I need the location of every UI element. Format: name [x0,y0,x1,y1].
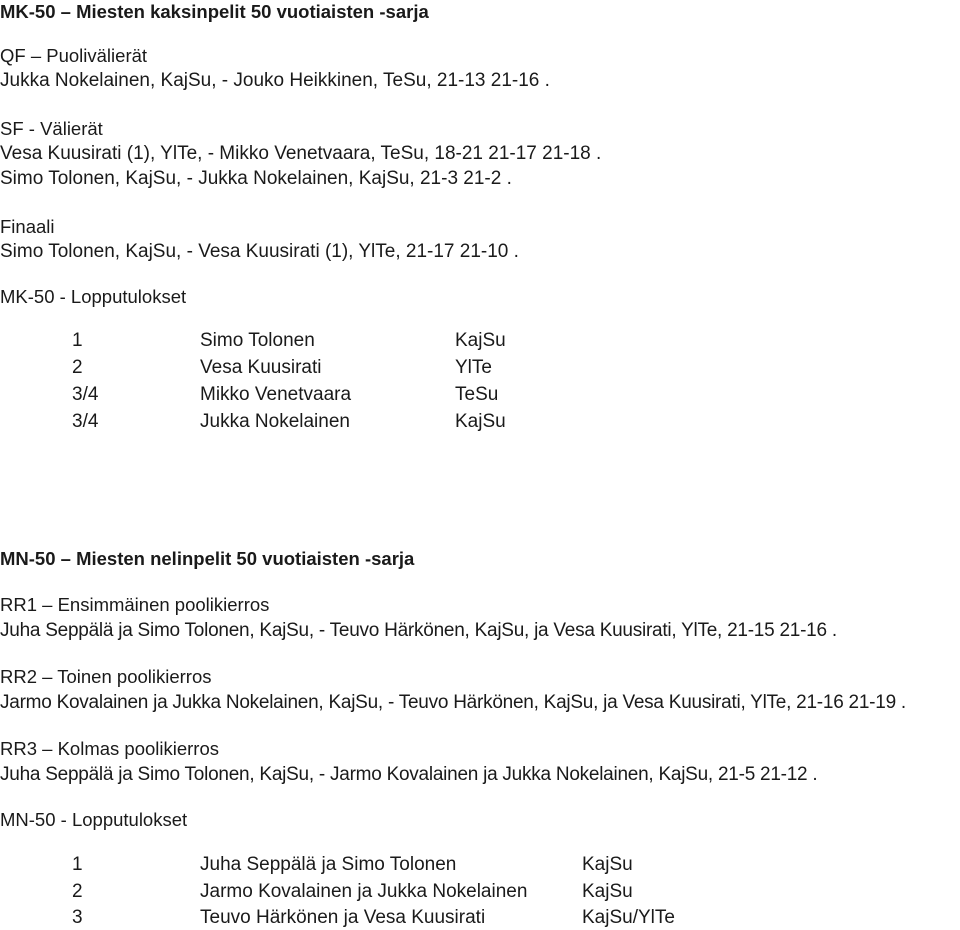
place: 1 [72,854,83,875]
club: KajSu [582,854,633,875]
club: KajSu [582,881,633,902]
mk50-sf-match-1: Vesa Kuusirati (1), YlTe, - Mikko Venetvaara, TeSu, 18-21 21-17 21-18 . [0,143,602,164]
mn50-rr2-label: RR2 – Toinen poolikierros [0,666,212,687]
mn50-title: MN-50 – Miesten nelinpelit 50 vuotiaisten -sarja [0,548,415,569]
place: 3 [72,907,83,928]
place: 2 [72,881,83,902]
mk50-sf-match-2: Simo Tolonen, KajSu, - Jukka Nokelainen, KajSu, 21-3 21-2 . [0,168,512,189]
mn50-rr3-match: Juha Seppälä ja Simo Tolonen, KajSu, - Jarmo Kovalainen ja Jukka Nokelainen, KajSu, 21-5 21-12 . [0,764,818,785]
team-names: Jarmo Kovalainen ja Jukka Nokelainen [200,881,528,902]
player-name: Simo Tolonen [200,330,315,351]
mn50-rr1-label: RR1 – Ensimmäinen poolikierros [0,594,270,615]
place: 1 [72,330,83,351]
player-name: Jukka Nokelainen [200,411,350,432]
club: KajSu [455,330,506,351]
mn50-rr2-match: Jarmo Kovalainen ja Jukka Nokelainen, KajSu, - Teuvo Härkönen, KajSu, ja Vesa Kuusirati, YlTe, 21-16 21-19 . [0,692,906,713]
place: 2 [72,357,83,378]
mk50-final-match: Simo Tolonen, KajSu, - Vesa Kuusirati (1), YlTe, 21-17 21-10 . [0,241,519,262]
team-names: Juha Seppälä ja Simo Tolonen [200,854,457,875]
club: TeSu [455,384,499,405]
mn50-results-label: MN-50 - Lopputulokset [0,809,188,830]
mk50-qf-match-1: Jukka Nokelainen, KajSu, - Jouko Heikkinen, TeSu, 21-13 21-16 . [0,70,550,91]
team-names: Teuvo Härkönen ja Vesa Kuusirati [200,907,486,928]
mk50-final-label: Finaali [0,216,55,237]
mk50-title: MK-50 – Miesten kaksinpelit 50 vuotiaisten -sarja [0,1,429,22]
mk50-qf-label: QF – Puolivälierät [0,45,148,66]
mn50-rr1-match: Juha Seppälä ja Simo Tolonen, KajSu, - Teuvo Härkönen, KajSu, ja Vesa Kuusirati, YlTe, 21-15 21-16 . [0,620,837,641]
mk50-results-label: MK-50 - Lopputulokset [0,286,187,307]
mk50-sf-label: SF - Välierät [0,118,103,139]
place: 3/4 [72,384,99,405]
mn50-rr3-label: RR3 – Kolmas poolikierros [0,738,220,759]
club: KajSu/YlTe [582,907,675,928]
place: 3/4 [72,411,99,432]
club: KajSu [455,411,506,432]
player-name: Vesa Kuusirati [200,357,322,378]
player-name: Mikko Venetvaara [200,384,352,405]
club: YlTe [455,357,492,378]
